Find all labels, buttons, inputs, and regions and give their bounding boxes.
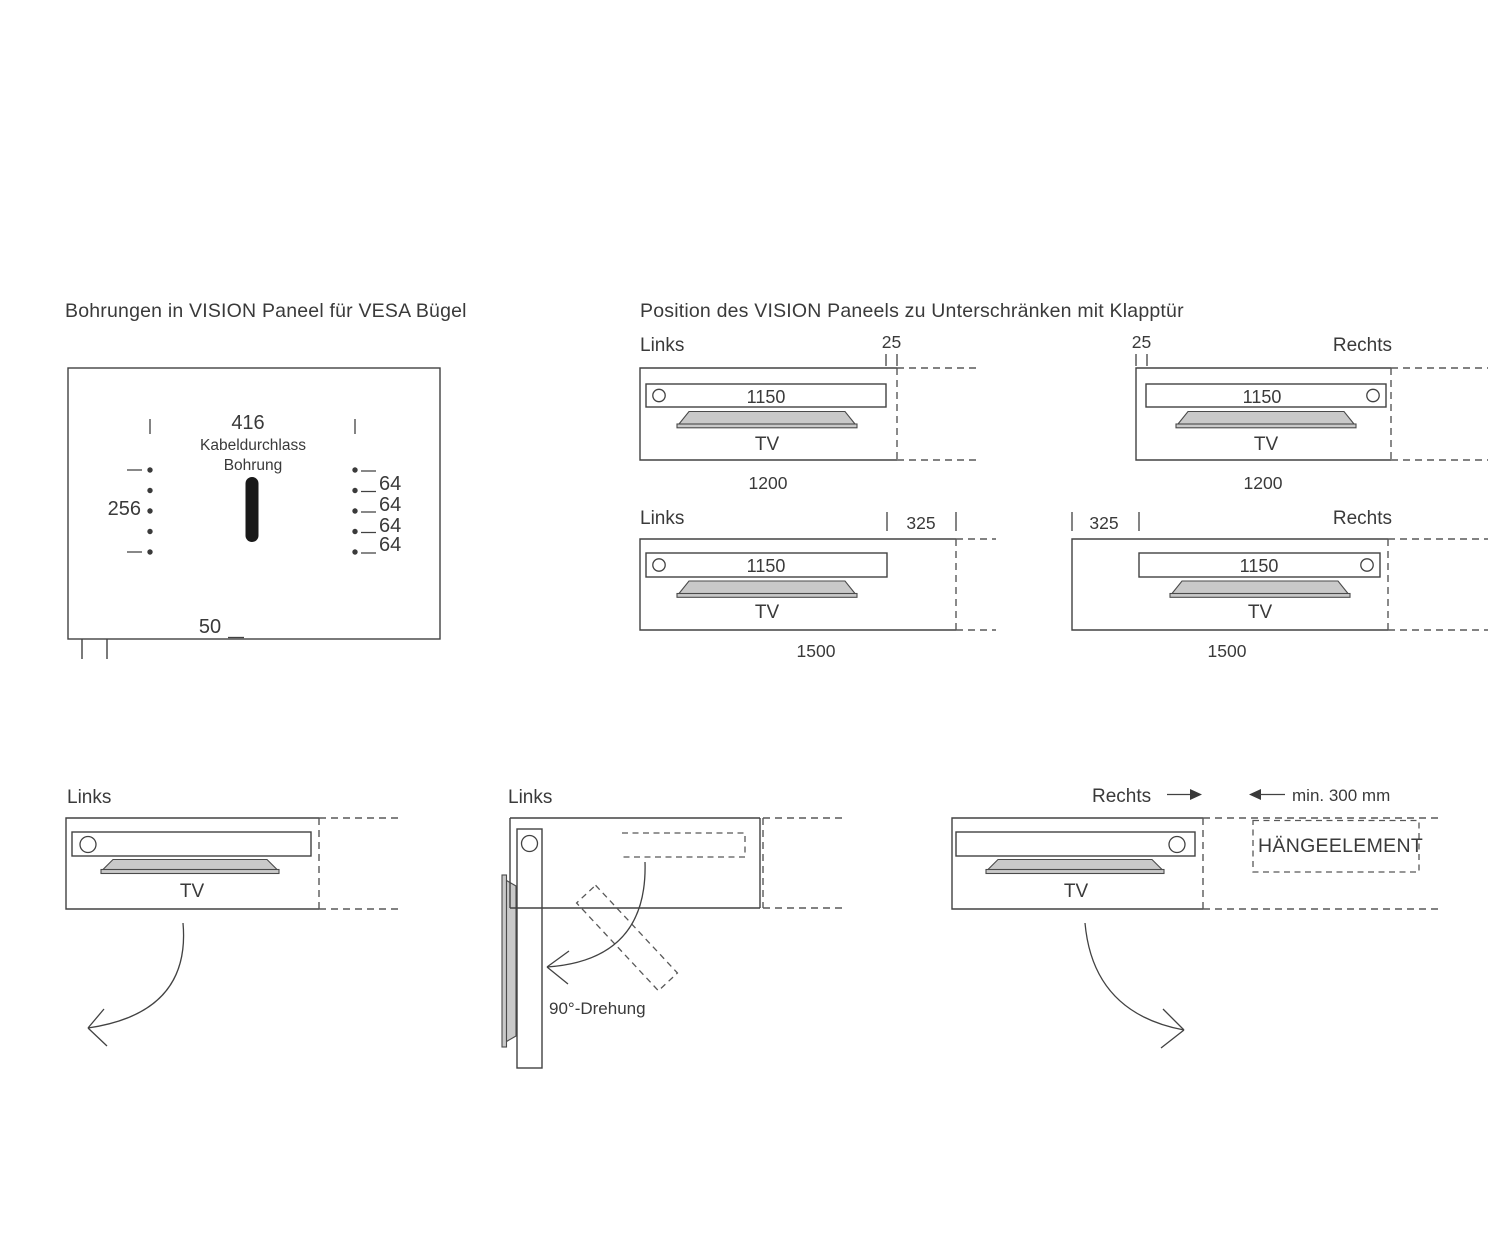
tv-icon <box>1170 581 1350 597</box>
cabinet-width-label: 1200 <box>748 473 788 493</box>
cable-slot-icon <box>246 477 259 542</box>
diagram-1500-rechts <box>1072 508 1488 661</box>
drill-hole-dot <box>147 467 152 472</box>
diagram-open-rechts <box>952 786 1440 1048</box>
adjacent-cabinet-dashed <box>763 818 845 908</box>
dim-64-label: 64 <box>379 494 402 516</box>
panel-width-label: 1150 <box>1242 387 1282 407</box>
tv-label: TV <box>1063 881 1089 902</box>
cable-slot-label-2: Bohrung <box>223 457 283 474</box>
adjacent-cabinet-dashed <box>1203 818 1440 909</box>
drill-hole-dot <box>352 467 357 472</box>
diagram-1200-links <box>640 332 977 493</box>
diagram-rotation-links <box>502 787 845 1068</box>
tv-icon <box>677 581 857 597</box>
rotation-label: 90°-Drehung <box>549 999 646 1018</box>
open-direction-arrow <box>1085 923 1184 1030</box>
panel-hole-icon <box>653 389 665 401</box>
gap-dim-label: 25 <box>1131 332 1152 352</box>
arrowhead-icon <box>1161 1009 1184 1048</box>
panel-width-label: 1150 <box>746 556 786 576</box>
dim-416-label: 416 <box>231 412 265 434</box>
diagram-open-links <box>66 787 398 1046</box>
cabinet-outline <box>510 818 760 908</box>
dimension-tick <box>886 354 897 366</box>
side-label: Rechts <box>1332 508 1392 529</box>
side-label: Rechts <box>1092 786 1152 807</box>
dimension-tick <box>361 471 376 553</box>
panel-hole-icon <box>1367 389 1379 401</box>
side-label: Rechts <box>1332 335 1392 356</box>
tv-label: TV <box>1247 602 1273 623</box>
arrowhead-icon <box>1190 789 1202 800</box>
drill-hole-dot <box>352 508 357 513</box>
rotation-arc-arrow <box>547 862 645 967</box>
panel-intermediate-position-dashed <box>577 885 678 990</box>
panel-hole-icon <box>1169 837 1185 853</box>
drill-hole-dot <box>352 549 357 554</box>
panel-width-label: 1150 <box>1239 556 1279 576</box>
tv-side-icon <box>502 875 516 1047</box>
panel-hole-icon <box>653 559 665 571</box>
haengeelement-label: HÄNGEELEMENT <box>1258 835 1424 857</box>
vision-panel-strip <box>72 832 311 856</box>
adjacent-cabinet-dashed <box>897 368 977 460</box>
adjacent-cabinet-dashed <box>956 539 996 630</box>
drill-hole-dot <box>147 529 152 534</box>
gap-dim-label: 25 <box>881 332 902 352</box>
cabinet-width-label: 1200 <box>1243 473 1283 493</box>
tv-icon <box>101 860 279 874</box>
bohrungen-title: Bohrungen in VISION Paneel für VESA Bügel <box>65 300 467 322</box>
drill-hole-dot <box>147 508 152 513</box>
drill-hole-dot <box>352 488 357 493</box>
panel-hole-icon <box>80 837 96 853</box>
tv-label: TV <box>754 434 780 455</box>
drill-hole-dot <box>147 488 152 493</box>
cabinet-width-label: 1500 <box>1207 641 1247 661</box>
position-section <box>640 300 1488 661</box>
cabinet-width-label: 1500 <box>796 641 836 661</box>
drill-hole-dot <box>147 549 152 554</box>
tv-label: TV <box>1253 434 1279 455</box>
tv-icon <box>1176 412 1356 428</box>
adjacent-cabinet-dashed <box>319 818 398 909</box>
panel-width-label: 1150 <box>746 387 786 407</box>
side-label: Links <box>508 787 553 808</box>
gap-dim-label: 325 <box>906 513 936 533</box>
open-direction-arrow <box>88 923 184 1028</box>
adjacent-cabinet-dashed <box>1391 368 1488 460</box>
rotated-panel-strip <box>517 829 542 1068</box>
bottom-section <box>66 786 1440 1068</box>
gap-dim-label: 325 <box>1089 513 1119 533</box>
dim-256-label: 256 <box>107 498 141 520</box>
panel-hole-icon <box>1361 559 1373 571</box>
diagram-1200-rechts <box>1132 332 1488 493</box>
panel-bottom-notch <box>82 639 107 659</box>
dimension-tick <box>1136 354 1147 366</box>
tv-label: TV <box>754 602 780 623</box>
adjacent-cabinet-dashed <box>1388 539 1488 630</box>
side-label: Links <box>67 787 112 808</box>
position-title: Position des VISION Paneels zu Unterschränken mit Klapptür <box>640 300 1184 322</box>
min-distance-label: min. 300 mm <box>1292 786 1391 805</box>
side-label: Links <box>640 335 685 356</box>
dim-64-label: 64 <box>379 515 402 537</box>
tv-icon <box>677 412 857 428</box>
diagram-1500-links <box>640 508 996 661</box>
tv-icon <box>986 860 1164 874</box>
dim-64-label: 64 <box>379 473 402 495</box>
drill-hole-dot <box>352 529 357 534</box>
tv-label: TV <box>179 881 205 902</box>
dim-50-label: 50 <box>198 616 222 638</box>
dim-64-label: 64 <box>379 534 402 556</box>
vision-panel-strip <box>956 832 1195 856</box>
bohrungen-section <box>65 300 467 659</box>
cable-slot-label-1: Kabeldurchlass <box>200 437 306 454</box>
arrowhead-icon <box>547 951 569 984</box>
panel-original-position-dashed <box>622 833 745 857</box>
side-label: Links <box>640 508 685 529</box>
